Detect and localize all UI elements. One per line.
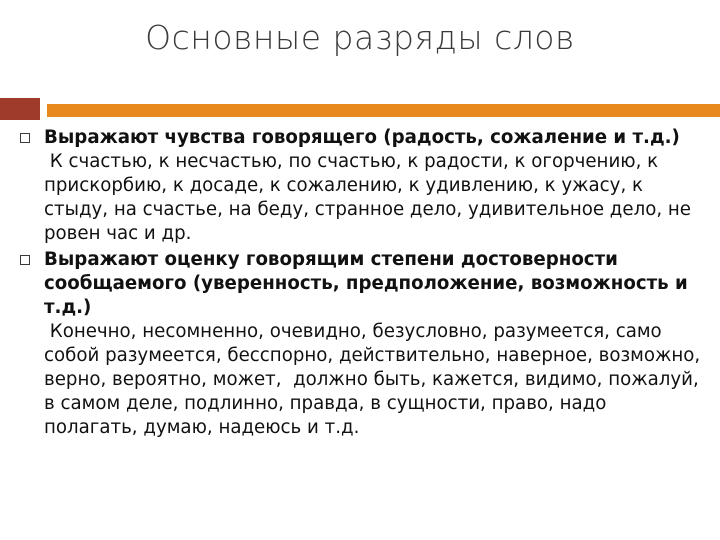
list-item (0, 126, 720, 246)
accent-bar-orange (47, 104, 720, 117)
item-body: Конечно, несомненно, очевидно, безусловно, разумеется, само собой разумеется, бесспорно, действительно, наверное, возможно, верно, вероятно, может, должно быть, кажется, видимо, пожалуй, в самом деле, подлинно, правда, в сущности, право, надо полагать, думаю, надеюсь и т.д. (44, 321, 706, 438)
accent-bar-gap (40, 98, 47, 120)
item-body: К счастью, к несчастью, по счастью, к радости, к огорчению, к прискорбию, к досаде, к сожалению, к удивлению, к ужасу, к стыду, на счастье, на беду, странное дело, удивительное дело, не ровен час и др. (44, 151, 697, 244)
accent-bar-dark (0, 98, 40, 120)
list-item (0, 248, 720, 440)
slide-title: Основные разряды слов (145, 18, 575, 57)
square-bullet-icon (20, 133, 30, 143)
slide-content (0, 122, 720, 440)
item-heading: Выражают оценку говорящим степени достоверности сообщаемого (уверенность, предположение, возможность и т.д.) (44, 249, 688, 318)
square-bullet-icon (20, 255, 30, 265)
item-heading: Выражают чувства говорящего (радость, сожаление и т.д.) (44, 127, 680, 148)
